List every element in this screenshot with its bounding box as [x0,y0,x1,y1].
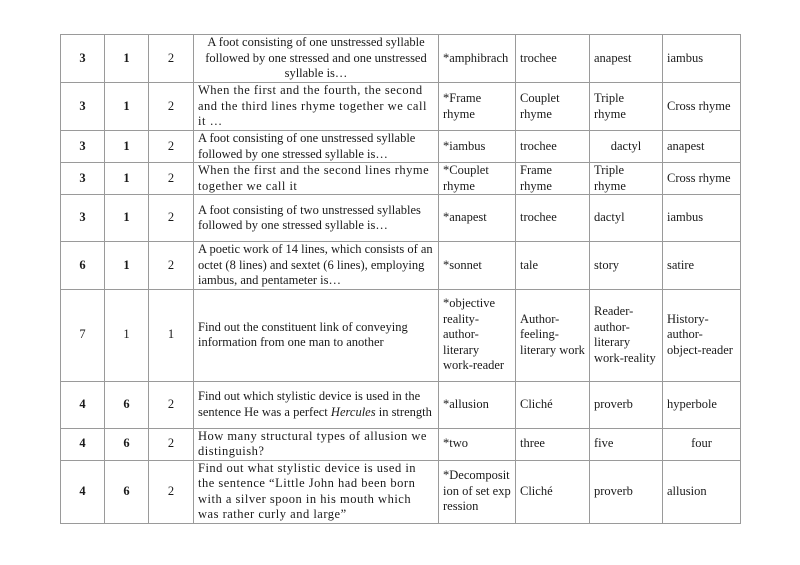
table-row [61,131,741,163]
answer-correct: *Frame rhyme [439,83,516,131]
question-cell: A foot consisting of two unstressed syllables followed by one stressed syllable is… [194,195,439,242]
table-row [61,163,741,195]
option-3: dactyl [590,195,663,242]
option-2: trochee [516,195,590,242]
cell-col1: 3 [61,35,105,83]
cell-col2: 1 [105,35,149,83]
answer-correct: *sonnet [439,242,516,290]
option-4: Cross rhyme [663,163,741,195]
table-row [61,289,741,381]
option-4: satire [663,242,741,290]
question-cell: Find out the constituent link of conveying information from one man to another [194,289,439,381]
cell-col2: 1 [105,163,149,195]
question-cell: When the first and the second lines rhyme together we call it [194,163,439,195]
question-cell: A poetic work of 14 lines, which consists of an octet (8 lines) and sextet (6 lines), employing iambus, and pentameter is… [194,242,439,290]
table-row [61,83,741,131]
option-4: History-author-object-reader [663,289,741,381]
option-3: anapest [590,35,663,83]
cell-col3: 2 [149,35,194,83]
option-2: Cliché [516,381,590,428]
cell-col3: 2 [149,83,194,131]
cell-col1: 3 [61,83,105,131]
question-cell [194,381,439,428]
answer-correct: *two [439,428,516,460]
option-4: four [663,428,741,460]
table-row [61,35,741,83]
question-cell: How many structural types of allusion we distinguish? [194,428,439,460]
table-row [61,242,741,290]
cell-col1: 3 [61,131,105,163]
answer-correct: *amphibrach [439,35,516,83]
cell-col1: 4 [61,381,105,428]
cell-col3: 1 [149,289,194,381]
answer-correct: *anapest [439,195,516,242]
option-3: proverb [590,460,663,523]
option-4: iambus [663,35,741,83]
cell-col2: 1 [105,242,149,290]
question-text: Find out which stylistic device is used in the sentence He was a perfect [198,389,421,419]
option-2: trochee [516,131,590,163]
table-row [61,460,741,523]
cell-col2: 1 [105,195,149,242]
cell-col2: 6 [105,460,149,523]
option-2: three [516,428,590,460]
cell-col2: 6 [105,381,149,428]
answer-correct: *objective reality-author-literary work-reader [439,289,516,381]
option-4: iambus [663,195,741,242]
question-cell: A foot consisting of one unstressed syllable followed by one stressed and one unstressed syllable is… [194,35,439,83]
cell-col3: 2 [149,242,194,290]
table-row [61,195,741,242]
option-2: Cliché [516,460,590,523]
answer-correct: *Decomposition of set expression [439,460,516,523]
question-emphasis: Hercules [330,404,376,419]
question-table [60,34,741,524]
option-2: Frame rhyme [516,163,590,195]
cell-col2: 1 [105,131,149,163]
option-2: Couplet rhyme [516,83,590,131]
question-cell: Find out what stylistic device is used in the sentence “Little John had been born with a silver spoon in his mouth which was rather curly and large” [194,460,439,523]
option-2: trochee [516,35,590,83]
cell-col1: 7 [61,289,105,381]
option-3: proverb [590,381,663,428]
cell-col1: 4 [61,460,105,523]
option-4: anapest [663,131,741,163]
cell-col1: 3 [61,163,105,195]
option-4: hyperbole [663,381,741,428]
cell-col3: 2 [149,195,194,242]
cell-col3: 2 [149,163,194,195]
answer-correct: *iambus [439,131,516,163]
answer-correct: *Couplet rhyme [439,163,516,195]
answer-correct: *allusion [439,381,516,428]
cell-col1: 4 [61,428,105,460]
cell-col1: 6 [61,242,105,290]
option-3: five [590,428,663,460]
option-3: Triple rhyme [590,83,663,131]
cell-col3: 2 [149,381,194,428]
question-cell: When the first and the fourth, the second and the third lines rhyme together we call it … [194,83,439,131]
option-2: tale [516,242,590,290]
option-2: Author-feeling-literary work [516,289,590,381]
option-3: Triple rhyme [590,163,663,195]
option-3: Reader-author-literary work-reality [590,289,663,381]
cell-col3: 2 [149,460,194,523]
option-3: story [590,242,663,290]
question-text-end: in strength [375,404,432,419]
cell-col2: 6 [105,428,149,460]
cell-col3: 2 [149,428,194,460]
option-4: Cross rhyme [663,83,741,131]
option-4: allusion [663,460,741,523]
cell-col2: 1 [105,289,149,381]
table-row [61,428,741,460]
question-cell: A foot consisting of one unstressed syllable followed by one stressed syllable is… [194,131,439,163]
cell-col3: 2 [149,131,194,163]
option-3: dactyl [590,131,663,163]
table-row [61,381,741,428]
cell-col2: 1 [105,83,149,131]
cell-col1: 3 [61,195,105,242]
